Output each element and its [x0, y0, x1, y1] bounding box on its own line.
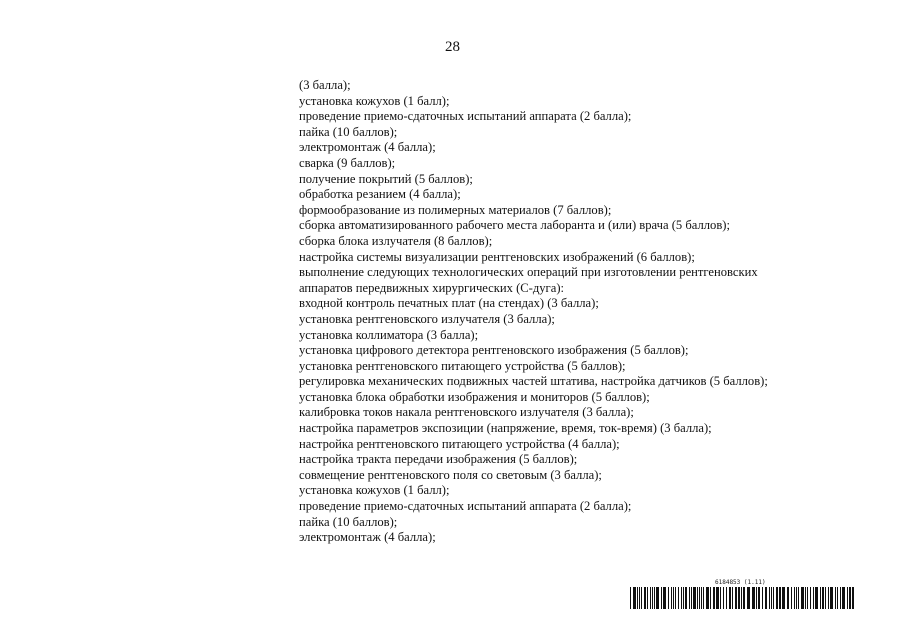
- barcode-bar: [849, 587, 851, 609]
- barcode-bar: [654, 587, 655, 609]
- barcode-bar: [825, 587, 826, 609]
- barcode-bar: [673, 587, 674, 609]
- text-line: настройка рентгеновского питающего устройства (4 балла);: [299, 436, 620, 451]
- text-line: пайка (10 баллов);: [299, 514, 398, 529]
- barcode-bar: [830, 587, 833, 609]
- text-line: сборка автоматизированного рабочего места лаборанта и (или) врача (5 баллов);: [299, 218, 730, 233]
- barcode-bar: [791, 587, 792, 609]
- barcode-bar: [647, 587, 648, 609]
- barcode-bar: [794, 587, 795, 609]
- barcode-bar: [752, 587, 755, 609]
- barcode-bar: [639, 587, 640, 609]
- barcode-bar: [691, 587, 692, 609]
- barcode-bar: [701, 587, 702, 609]
- text-line: электромонтаж (4 балла);: [299, 530, 436, 545]
- barcode-bar: [650, 587, 651, 609]
- barcode-bar: [641, 587, 642, 609]
- barcode-bar: [671, 587, 672, 609]
- barcode-bar: [758, 587, 760, 609]
- text-line: электромонтаж (4 балла);: [299, 140, 436, 155]
- text-line: проведение приемо-сдаточных испытаний аппарата (2 балла);: [299, 109, 632, 124]
- barcode-bar: [652, 587, 653, 609]
- barcode-bar: [837, 587, 838, 609]
- barcode-bar: [738, 587, 740, 609]
- barcode-bar: [729, 587, 731, 609]
- barcode-bar: [723, 587, 724, 609]
- barcode-bar: [637, 587, 638, 609]
- barcode-bar: [697, 587, 698, 609]
- text-line: проведение приемо-сдаточных испытаний аппарата (2 балла);: [299, 499, 632, 514]
- barcode-bar: [630, 587, 631, 609]
- barcode-bar: [807, 587, 808, 609]
- barcode-bar: [776, 587, 778, 609]
- text-line: сварка (9 баллов);: [299, 155, 396, 170]
- text-line: установка рентгеновского излучателя (3 балла);: [299, 311, 555, 326]
- barcode-bar: [835, 587, 836, 609]
- barcode-bar: [779, 587, 781, 609]
- text-line: установка цифрового детектора рентгеновского изображения (5 баллов);: [299, 343, 689, 358]
- document-body: [299, 78, 839, 546]
- barcode-bar: [815, 587, 818, 609]
- text-line: сборка блока излучателя (8 баллов);: [299, 233, 493, 248]
- barcode-bar: [741, 587, 742, 609]
- barcode-bar: [644, 587, 646, 609]
- barcode-bar: [720, 587, 721, 609]
- barcode-bar: [771, 587, 772, 609]
- barcode-bar: [756, 587, 757, 609]
- barcode-bar: [683, 587, 684, 609]
- barcode-bar: [735, 587, 737, 609]
- barcode-bar: [710, 587, 711, 609]
- barcode-bar: [828, 587, 829, 609]
- barcode-bar: [805, 587, 806, 609]
- barcode-bar: [661, 587, 662, 609]
- barcode-bar: [813, 587, 814, 609]
- text-line: настройка системы визуализации рентгеновских изображений (6 баллов);: [299, 249, 695, 264]
- text-line: совмещение рентгеновского поля со световым (3 балла);: [299, 467, 602, 482]
- barcode-bar: [678, 587, 679, 609]
- barcode-bar: [656, 587, 659, 609]
- barcode-bar: [713, 587, 715, 609]
- barcode-bar: [847, 587, 848, 609]
- text-line: выполнение следующих технологических операций при изготовлении рентгеновских: [299, 265, 758, 280]
- barcode-bar: [726, 587, 727, 609]
- barcode-bar: [820, 587, 821, 609]
- text-line: получение покрытий (5 баллов);: [299, 171, 473, 186]
- barcode-bar: [840, 587, 841, 609]
- barcode-bar: [769, 587, 770, 609]
- barcode-bar: [685, 587, 687, 609]
- barcode-image: [630, 587, 858, 609]
- text-line: (3 балла);: [299, 78, 351, 92]
- barcode-bar: [762, 587, 763, 609]
- barcode-bar: [699, 587, 700, 609]
- text-line: настройка тракта передачи изображения (5 баллов);: [299, 452, 578, 467]
- barcode-bar: [693, 587, 696, 609]
- page-number: 28: [445, 39, 460, 55]
- barcode-bar: [810, 587, 811, 609]
- barcode-bar: [703, 587, 704, 609]
- text-line: регулировка механических подвижных частей штатива, настройка датчиков (5 баллов);: [299, 374, 768, 389]
- barcode-bar: [675, 587, 676, 609]
- barcode-bar: [822, 587, 824, 609]
- barcode-bar: [747, 587, 750, 609]
- barcode-bar: [706, 587, 709, 609]
- barcode-bar: [716, 587, 719, 609]
- barcode-bar: [668, 587, 669, 609]
- text-line: установка коллиматора (3 балла);: [299, 327, 479, 342]
- barcode-bar: [773, 587, 774, 609]
- barcode-bar: [681, 587, 682, 609]
- barcode-bar: [798, 587, 799, 609]
- text-line: аппаратов передвижных хирургических (С-дуга):: [299, 280, 565, 295]
- barcode-bar: [765, 587, 767, 609]
- barcode-bar: [732, 587, 733, 609]
- barcode-bar: [743, 587, 745, 609]
- barcode-bar: [782, 587, 785, 609]
- barcode-bar: [842, 587, 845, 609]
- barcode-bar: [801, 587, 804, 609]
- barcode-bar: [852, 587, 854, 609]
- barcode-bar: [663, 587, 666, 609]
- barcode-bar: [796, 587, 797, 609]
- text-line: установка кожухов (1 балл);: [299, 93, 450, 108]
- barcode-bar: [787, 587, 789, 609]
- text-line: установка рентгеновского питающего устройства (5 баллов);: [299, 358, 626, 373]
- text-line: калибровка токов накала рентгеновского излучателя (3 балла);: [299, 405, 634, 420]
- text-line: настройка параметров экспозиции (напряжение, время, ток-время) (3 балла);: [299, 421, 712, 436]
- barcode-bar: [633, 587, 636, 609]
- text-line: входной контроль печатных плат (на стендах) (3 балла);: [299, 296, 599, 311]
- text-line: формообразование из полимерных материалов (7 баллов);: [299, 202, 612, 217]
- text-line: установка кожухов (1 балл);: [299, 483, 450, 498]
- barcode-caption: 6184853 (1.11): [715, 579, 766, 586]
- barcode-bar: [689, 587, 690, 609]
- text-line: обработка резанием (4 балла);: [299, 187, 461, 202]
- text-line: пайка (10 баллов);: [299, 124, 398, 139]
- text-line: установка блока обработки изображения и мониторов (5 баллов);: [299, 389, 650, 404]
